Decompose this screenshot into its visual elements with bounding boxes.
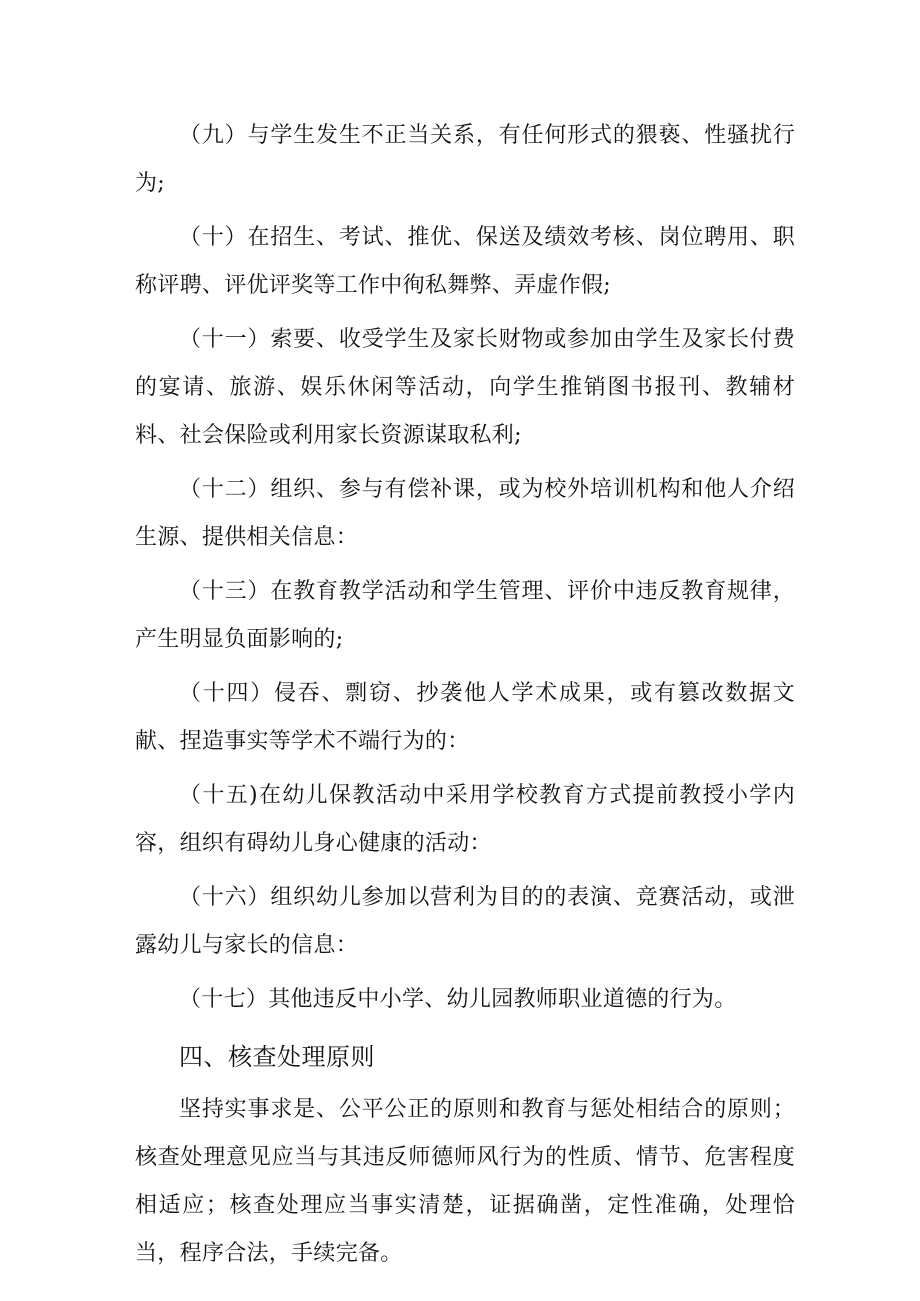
list-item-10: （十）在招生、考试、推优、保送及绩效考核、岗位聘用、职称评聘、评优评奖等工作中徇私舞弊、弄虚作假; <box>135 225 795 298</box>
list-item-9: （九）与学生发生不正当关系，有任何形式的猥亵、性骚扰行为; <box>135 123 795 196</box>
list-item-11: （十一）索要、收受学生及家长财物或参加由学生及家长付费的宴请、旅游、娱乐休闲等活动，向学生推销图书报刊、教辅材料、社会保险或利用家长资源谋取私利; <box>135 327 795 448</box>
section-heading: 四、核查处理原则 <box>179 1043 375 1071</box>
list-item-14: （十四）侵吞、剽窃、抄袭他人学术成果，或有篡改数据文献、捏造事实等学术不端行为的： <box>135 681 795 754</box>
section-body <box>135 1086 795 1278</box>
list-item-16: （十六）组织幼儿参加以营利为目的的表演、竞赛活动，或泄露幼儿与家长的信息： <box>135 885 795 958</box>
list-item-12: （十二）组织、参与有偿补课，或为校外培训机构和他人介绍生源、提供相关信息： <box>135 477 795 550</box>
section-paragraph: 坚持实事求是、公平公正的原则和教育与惩处相结合的原则；核查处理意见应当与其违反师德师风行为的性质、情节、危害程度相适应；核查处理应当事实清楚，证据确凿，定性准确，处理恰当，程序合法，手续完备。 <box>135 1097 795 1266</box>
list-item-17: （十七）其他违反中小学、幼儿园教师职业道德的行为。 <box>179 987 737 1012</box>
list-item-15: （十五)在幼儿保教活动中采用学校教育方式提前教授小学内容，组织有碍幼儿身心健康的活动： <box>135 783 795 856</box>
list-item-13: （十三）在教育教学活动和学生管理、评价中违反教育规律，产生明显负面影响的; <box>135 579 795 652</box>
violation-list <box>135 112 795 1024</box>
